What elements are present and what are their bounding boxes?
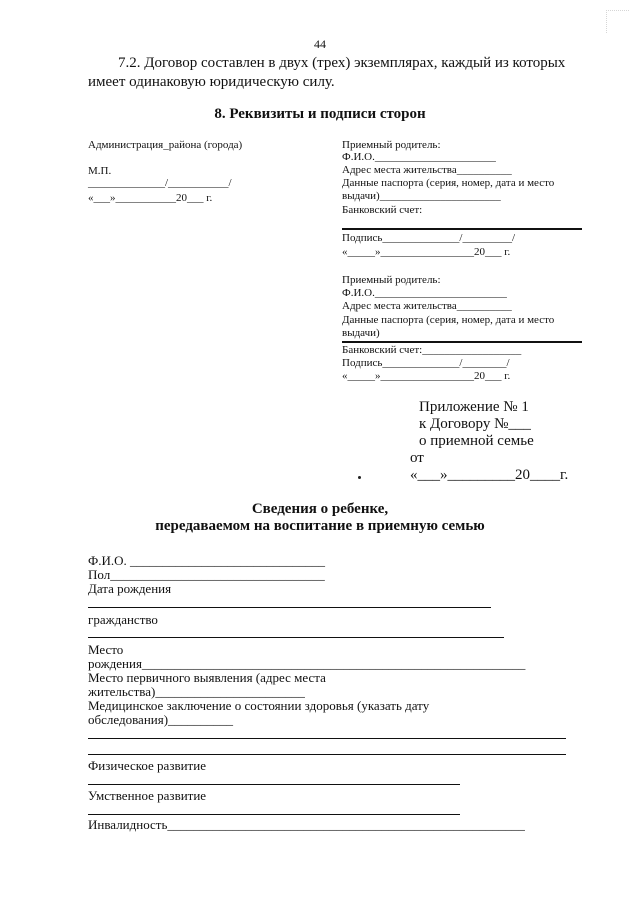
parent1-bank-rule [342, 228, 582, 230]
child-info-title-line2: передаваемом на воспитание в приемную семью [155, 518, 485, 534]
child-birth-date-line [88, 607, 491, 608]
appendix-line5: «___»_________20____г. [410, 467, 569, 483]
child-disability: Инвалидность_______________________________________________________ [88, 817, 525, 832]
child-birthplace-line2: рождения___________________________________________________________ [88, 656, 526, 671]
parent1-date: «_____»_________________20___ г. [342, 246, 511, 258]
child-info-title-line1: Сведения о ребенке, [251, 501, 389, 517]
child-citizenship-line [88, 637, 504, 638]
parent2-address: Адрес места жительства__________ [342, 300, 512, 312]
child-physical-line [88, 784, 460, 785]
appendix-line1: Приложение № 1 [419, 399, 529, 415]
parent2-fio: Ф.И.О.________________________ [342, 287, 507, 299]
parent1-bank: Банковский счет: [342, 204, 423, 216]
clause-7-2-line1: 7.2. Договор составлен в двух (трех) экземплярах, каждый из которых [118, 55, 566, 71]
child-birthplace-line1: Место [88, 642, 124, 657]
parent1-fio: Ф.И.О.______________________ [342, 151, 496, 163]
parent1-address: Адрес места жительства__________ [342, 164, 512, 176]
appendix-line4: от [410, 450, 424, 466]
child-mental: Умственное развитие [88, 788, 207, 803]
child-first-detection-line1: Место первичного выявления (адрес места [88, 670, 326, 685]
child-medical-line-b [88, 754, 566, 755]
parent1-signature: Подпись______________/_________/ [342, 232, 516, 244]
administration-mp: М.П. [88, 165, 112, 177]
administration-signature-line: ______________/___________/ [88, 177, 232, 189]
parent2-passport-line2: выдачи) [342, 327, 380, 339]
parent2-heading: Приемный родитель: [342, 274, 441, 286]
scan-edge-mark [606, 10, 629, 33]
child-fio: Ф.И.О. ______________________________ [88, 553, 326, 568]
parent2-signature: Подпись______________/________/ [342, 357, 510, 369]
parent2-bank: Банковский счет:__________________ [342, 344, 522, 356]
appendix-line2: к Договору №___ [419, 416, 531, 432]
parent2-date: «_____»_________________20___ г. [342, 370, 511, 382]
child-medical-line-a [88, 738, 566, 739]
child-physical: Физическое развитие [88, 758, 206, 773]
child-sex: Пол_________________________________ [88, 567, 325, 582]
child-citizenship: гражданство [88, 612, 158, 627]
page-number: 44 [314, 37, 326, 51]
parent2-rule [342, 341, 582, 343]
clause-7-2-line2: имеет одинаковую юридическую силу. [88, 74, 335, 90]
parent1-passport-line2: выдачи)______________________ [342, 190, 501, 202]
child-mental-line [88, 814, 460, 815]
child-medical-line1: Медицинское заключение о состоянии здоровья (указать дату [88, 698, 430, 713]
parent1-passport-line1: Данные паспорта (серия, номер, дата и место [342, 177, 555, 189]
child-birth-date: Дата рождения [88, 581, 172, 596]
child-first-detection-line2: жительства)_______________________ [88, 684, 305, 699]
section-title: 8. Реквизиты и подписи сторон [214, 106, 426, 122]
parent1-heading: Приемный родитель: [342, 139, 441, 151]
parent2-passport-line1: Данные паспорта (серия, номер, дата и место [342, 314, 555, 326]
scan-dot [358, 476, 361, 479]
appendix-line3: о приемной семье [419, 433, 534, 449]
administration-date-line: «___»___________20___ г. [88, 192, 213, 204]
child-medical-line2: обследования)__________ [88, 712, 234, 727]
administration-name: Администрация_района (города) [88, 139, 243, 151]
